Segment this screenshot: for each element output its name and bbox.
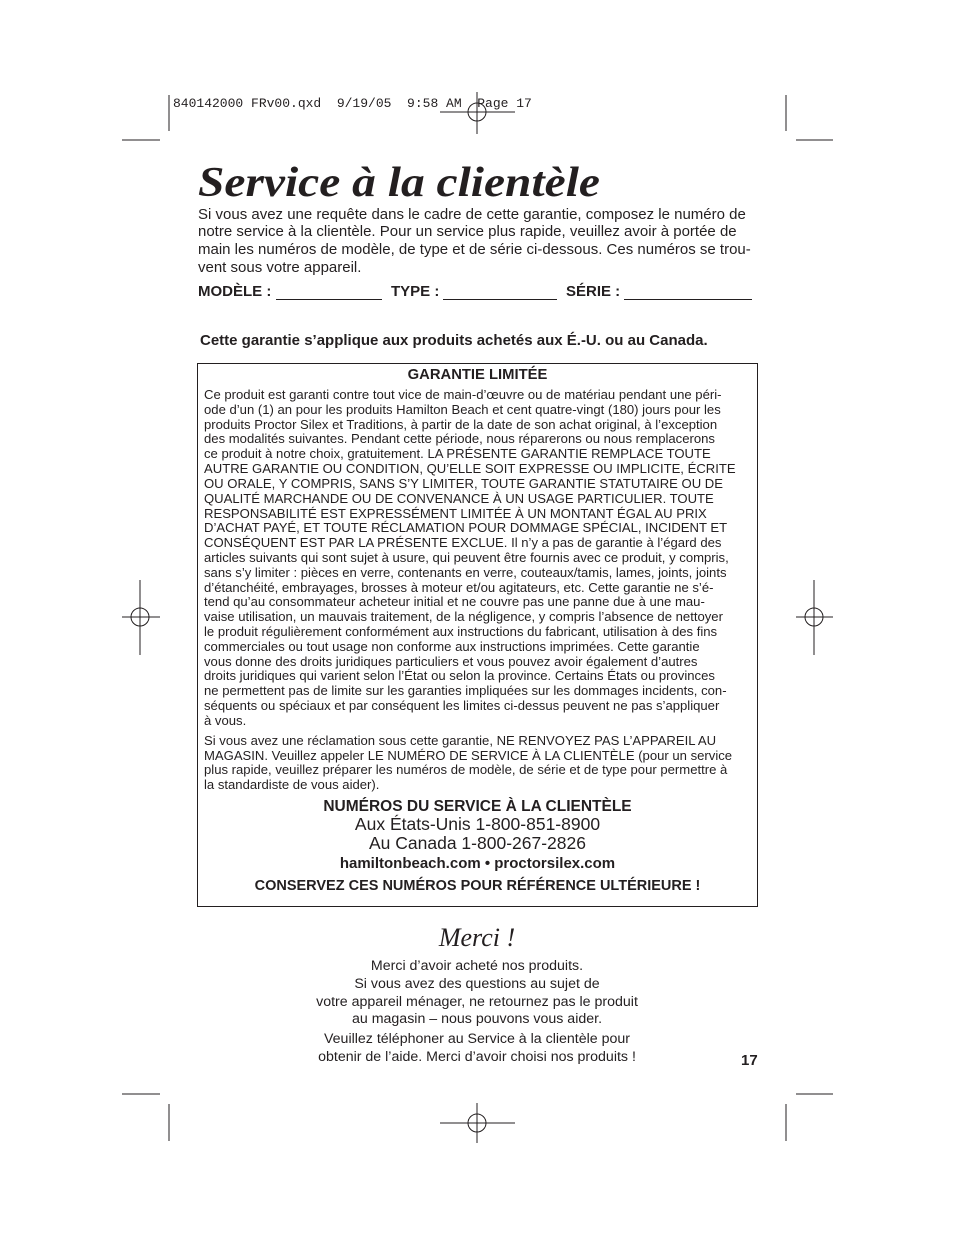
thanks-line: votre appareil ménager, ne retournez pas le produit xyxy=(316,993,638,1010)
thanks-line: au magasin – nous pouvons vous aider. xyxy=(351,1011,603,1028)
warranty-line: séquents ou spéciaux et par conséquent les limites ci-dessus peuvent ne pas s’appliquer xyxy=(204,698,720,714)
warranty-line: AUTRE GARANTIE OU CONDITION, QU’ELLE SOIT EXPRESSE OU IMPLICITE, ÉCRITE xyxy=(204,461,736,477)
warranty-line: D’ACHAT PAYÉ, ET TOUTE RÉCLAMATION POUR DOMMAGE SPÉCIAL, INCIDENT ET xyxy=(204,520,728,536)
thanks-heading: Merci ! xyxy=(438,923,516,952)
warranty-line: vous donne des droits juridiques particuliers et vous pouvez avoir également d’autres xyxy=(204,653,698,669)
claim-line: Si vous avez une réclamation sous cette garantie, NE RENVOYEZ PAS L’APPAREIL AU xyxy=(204,733,717,748)
thanks-line: Merci d’avoir acheté nos produits. xyxy=(370,958,584,975)
warranty-line: tend qu’au consommateur acheteur initial et ne couvre pas une panne due à une mau- xyxy=(204,594,705,610)
warranty-heading: GARANTIE LIMITÉE xyxy=(407,367,548,384)
type-blank-line xyxy=(443,299,557,300)
warranty-line: ne permettent pas de limite sur les garanties impliquées sur les dommages incidents, con- xyxy=(204,683,727,699)
thanks-line: obtenir de l’aide. Merci d’avoir choisi nos produits ! xyxy=(318,1048,636,1065)
warranty-line: OU ORALE, Y COMPRIS, SANS S’Y LIMITER, TOUTE GARANTIE STATUTAIRE OU DE xyxy=(204,475,723,491)
page-title: Service à la clientèle xyxy=(198,160,600,206)
claim-line: MAGASIN. Veuillez appeler LE NUMÉRO DE SERVICE À LA CLIENTÈLE (pour un service xyxy=(204,747,733,763)
canada-phone-number: Au Canada 1-800-267-2826 xyxy=(369,833,586,854)
type-label: TYPE : xyxy=(391,282,440,300)
coverage-note: Cette garantie s’applique aux produits achetés aux É.-U. ou au Canada. xyxy=(200,331,708,349)
warranty-line: vaise utilisation, un mauvais traitement, de la négligence, y compris l’absence de nettoyer xyxy=(204,609,723,625)
warranty-line: produits Proctor Silex et Traditions, à partir de la date de son achat original, à l’exception xyxy=(204,416,718,432)
warranty-line: à vous. xyxy=(204,712,247,728)
keep-numbers-note: CONSERVEZ CES NUMÉROS POUR RÉFÉRENCE ULTÉRIEURE ! xyxy=(254,877,701,894)
warranty-line: d’étanchéité, embrayages, brosses à moteur et/ou agitateurs, etc. Cette garantie ne s’é- xyxy=(204,579,714,595)
us-phone-number: Aux États-Unis 1-800-851-8900 xyxy=(354,814,601,835)
warranty-terms-paragraph xyxy=(204,388,736,729)
registration-circle xyxy=(131,608,149,626)
warranty-line: le produit régulièrement conformément aux instructions du fabricant, utilisation à des fins xyxy=(204,624,718,639)
model-blank-line xyxy=(276,299,382,300)
intro-line: main les numéros de modèle, de type et de série ci-dessous. Ces numéros se trou- xyxy=(198,240,751,258)
registration-circle xyxy=(805,608,823,626)
registration-circle xyxy=(468,1114,486,1132)
warranty-line: CONSÉQUENT EST PAR LA PRÉSENTE EXCLUE. Il n’y a pas de garantie à l’égard des xyxy=(204,535,722,551)
registration-mark-bottom xyxy=(440,1103,515,1143)
warranty-line: QUALITÉ MARCHANDE OU DE CONVENANCE À UN USAGE PARTICULIER. TOUTE xyxy=(204,490,714,506)
warranty-line: ce produit à notre choix, gratuitement. LA PRÉSENTE GARANTIE REMPLACE TOUTE xyxy=(204,446,711,462)
thanks-line: Veuillez téléphoner au Service à la clientèle pour xyxy=(323,1031,630,1048)
crop-mark-bottom-right xyxy=(786,1094,833,1141)
claim-line: plus rapide, veuillez préparer les numéros de modèle, de série et de type pour permettre à xyxy=(204,762,728,778)
intro-paragraph xyxy=(198,206,751,277)
serial-blank-line xyxy=(624,299,752,300)
service-numbers-heading: NUMÉROS DU SERVICE À LA CLIENTÈLE xyxy=(323,797,632,815)
warranty-claim-paragraph xyxy=(204,734,732,793)
intro-line: vent sous votre appareil. xyxy=(198,258,362,276)
limited-warranty-box xyxy=(197,363,758,907)
warranty-line: Ce produit est garanti contre tout vice de main-d’œuvre ou de matériau pendant une péri- xyxy=(204,387,722,402)
crop-mark-top-right xyxy=(786,95,833,140)
serial-label: SÉRIE : xyxy=(566,282,621,300)
warranty-line: des modalités suivantes. Pendant cette période, nous réparerons ou nous remplacerons xyxy=(204,431,715,447)
thanks-line: Si vous avez des questions au sujet de xyxy=(354,975,600,992)
call-service-message xyxy=(0,1031,954,1066)
crop-mark-bottom-left xyxy=(122,1094,169,1141)
model-label: MODÈLE : xyxy=(198,282,272,300)
warranty-line: articles suivants qui sont sujet à usure, qui peuvent être fournis avec ce produit, y compris, xyxy=(204,549,729,565)
page-number: 17 xyxy=(741,1051,758,1069)
product-info-fields xyxy=(0,283,954,301)
warranty-line: ode d’un (1) an pour les produits Hamilton Beach et cent quatre-vingt (180) jours pour les xyxy=(204,401,721,417)
thanks-message xyxy=(0,958,954,1029)
websites: hamiltonbeach.com • proctorsilex.com xyxy=(339,854,616,872)
intro-line: Si vous avez une requête dans le cadre de cette garantie, composez le numéro de xyxy=(198,205,746,223)
warranty-line: sans s’y limiter : pièces en verre, contenants en verre, couteaux/tamis, lames, joints, joints xyxy=(204,564,727,580)
registration-mark-right xyxy=(796,580,833,655)
warranty-line: RESPONSABILITÉ EST EXPRESSÉMENT LIMITÉE À UN MONTANT ÉGAL AU PRIX xyxy=(204,505,707,521)
crop-mark-top-left xyxy=(122,95,169,140)
warranty-line: droits juridiques qui varient selon l’État ou selon la province. Certains États ou provinces xyxy=(204,668,715,684)
registration-mark-left xyxy=(122,580,160,655)
claim-line: la standardiste de vous aider). xyxy=(204,777,380,793)
intro-line: notre service à la clientèle. Pour un service plus rapide, veuillez avoir à portée de xyxy=(198,223,737,241)
warranty-line: commerciales ou tout usage non conforme aux instructions imprimées. Cette garantie xyxy=(204,638,700,654)
print-slug: 840142000 FRv00.qxd 9/19/05 9:58 AM Page 17 xyxy=(173,96,532,111)
